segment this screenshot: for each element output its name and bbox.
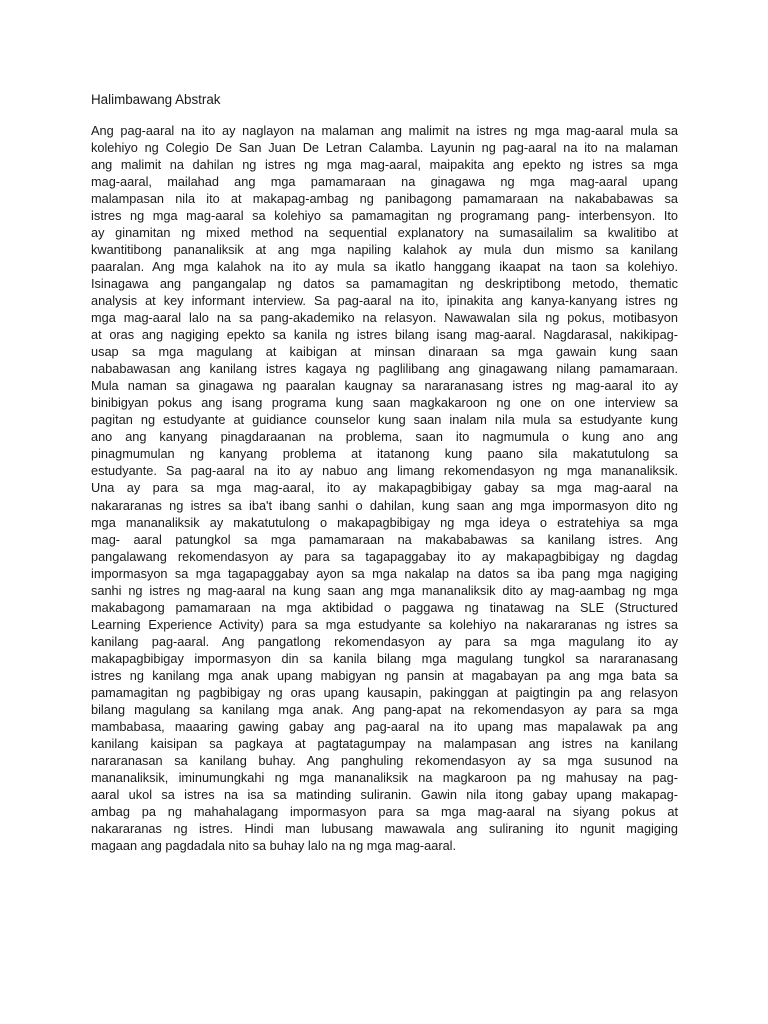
paragraph-line: binibigyan pokus ang isang programa kung saan magkakaroon ng one on one interview sa (91, 395, 678, 411)
paragraph-line: istres ng kanilang mga anak upang mabigyan ng pansin at magabayan pa ang mga bata sa (91, 668, 678, 683)
paragraph-line: mag- aaral patungkol sa mga pamamaraan na makababawas sa kanilang istres. Ang (91, 531, 678, 547)
paragraph-line: kwantitibong pananaliksik at ang mga napiling kalahok ay mula dun mismo sa kanilang (91, 241, 678, 257)
paragraph-line: Una ay para sa mga mag-aaral, ito ay makapagbibigay gabay sa mga mag-aaral na (91, 480, 678, 496)
paragraph-line: istres ng mga mag-aaral sa kolehiyo sa pamamagitan ng programang pang- interbensyon. Ito (91, 207, 678, 223)
paragraph-line: paaralan. Ang mga kalahok na ito ay mula sa ikatlo hanggang ikaapat na taon sa kolehiyo. (91, 258, 678, 274)
paragraph-line: ay ginamitan ng mixed method na sequential explanatory na sumasailalim sa kwalitibo at (91, 224, 678, 240)
paragraph-line: nababawasan ang kanilang istres kagaya ng paglilibang ang ginagawang nilang pamamaraan. (91, 361, 678, 377)
paragraph-line: at oras ang nagiging epekto sa kanila ng istres bilang isang mag-aaral. Nagdarasal, nakikipag- (91, 327, 678, 343)
paragraph-line: mag-aaral, mailahad ang mga pamamaraan na ginagawa ng mga mag-aaral upang (91, 173, 678, 189)
paragraph-line: pangalawang rekomendasyon ay para sa tagapaggabay ito ay makapagbibigay ng dagdag (91, 548, 678, 564)
paragraph-line: pinagmumulan ng kanyang problema at itatanong kung paano sila makatutulong sa (91, 446, 678, 462)
paragraph-line: Learning Experience Activity) para sa mga estudyante sa kolehiyo na nakararanas ng istres sa (91, 616, 678, 632)
paragraph-line: ambag pa ng mahahalagang impormasyon para sa mga mag-aaral na siyang pokus at (91, 804, 678, 820)
paragraph-line: impormasyon sa mga tagapaggabay ayon sa mga nakalap na datos sa iba pang mga nagiging (91, 565, 678, 581)
document-title: Halimbawang Abstrak (91, 92, 221, 107)
paragraph-line: mga mananaliksik ay makatutulong o makapagbibigay ng mga ideya o estratehiya sa mga (91, 514, 678, 530)
paragraph-line: ang malimit na dahilan ng istres ng mga mag-aaral, maipakita ang epekto ng istres sa mga (91, 156, 678, 172)
abstract-paragraph (91, 122, 678, 855)
paragraph-line: mambabasa, maaaring gawing gabay ang pag-aaral na ito upang mas mapalawak pa ang (91, 719, 678, 735)
paragraph-line: malampasan nila ito at makapag-ambag ng panibagong pamamaraan na nakababawas sa (91, 190, 678, 206)
paragraph-line: kolehiyo ng Colegio De San Juan De Letran Calamba. Layunin ng pag-aaral na ito na malaman (91, 139, 678, 155)
paragraph-line: makabagong pamamaraan na mga aktibidad o paggawa ng tinatawag na SLE (Structured (91, 599, 678, 615)
paragraph-line: Mula naman sa ginagawa ng paaralan kaugnay sa nararanasang istres ng mag-aaral ito ay (91, 378, 678, 394)
paragraph-line: aaral ukol sa istres na isa sa matinding suliranin. Gawin nila itong gabay upang makapag- (91, 787, 678, 803)
paragraph-line: Isinagawa ang pangangalap ng datos sa pamamagitan ng deskriptibong metodo, thematic (91, 275, 678, 291)
paragraph-line: kanilang pag-aaral. Ang pangatlong rekomendasyon ay para sa mga magulang ito ay (91, 633, 678, 649)
paragraph-line: estudyante. Sa pag-aaral na ito ay nabuo ang limang rekomendasyon ng mga mananaliksik. (91, 463, 678, 479)
paragraph-line: pagitan ng estudyante at guidiance counselor kung saan inalam nila mula sa estudyante kung (91, 412, 678, 428)
paragraph-line-last: magaan ang pagdadala nito sa buhay lalo na ng mga mag-aaral. (91, 838, 457, 854)
paragraph-line: usap sa mga magulang at kaibigan at minsan dinaraan sa mga gawain kung saan (91, 344, 678, 360)
paragraph-line: nararanasan sa kanilang buhay. Ang panghuling rekomendasyon ay sa mga susunod na (91, 753, 678, 769)
paragraph-line: pamamagitan ng pagbibigay ng oras upang kausapin, pakinggan at paigtingin pa ang relasyon (91, 685, 678, 701)
paragraph-line: nakararanas ng istres. Hindi man lubusang mawawala ang suliraning ito ngunit magiging (91, 821, 678, 837)
paragraph-line: analysis at key informant interview. Sa pag-aaral na ito, ipinakita ang kanya-kanyang istres ng (91, 292, 678, 308)
paragraph-line: Ang pag-aaral na ito ay naglayon na malaman ang malimit na istres ng mga mag-aaral mula sa (91, 122, 678, 138)
paragraph-line: mananaliksik, iminumungkahi ng mga mananaliksik na magkaroon pa ng mahusay na pag- (91, 770, 678, 786)
paragraph-line: mga mag-aaral lalo na sa pang-akademiko na relasyon. Nawawalan sila ng pokus, motibasyon (91, 310, 678, 326)
paragraph-line: kanilang kaisipan sa pagkaya at pagtatagumpay na malampasan ang istres na kanilang (91, 736, 678, 752)
paragraph-line: makapagbibigay impormasyon din sa kanila bilang mga magulang tungkol sa nararanasang (91, 650, 678, 666)
paragraph-line: ano ang kanyang pinagdaraanan na problema, saan ito nagmumula o kung ano ang (91, 429, 678, 445)
paragraph-line: sanhi ng istres ng mag-aaral na kung saan ang mga mananaliksik dito ay mag-aambag ng mga (91, 582, 678, 598)
paragraph-line: bilang magulang sa kanilang mga anak. Ang pang-apat na rekomendasyon ay para sa mga (91, 702, 678, 718)
paragraph-line: nakararanas ng istres sa iba't ibang sanhi o dahilan, kung saan ang mga impormasyon dito ng (91, 497, 678, 513)
